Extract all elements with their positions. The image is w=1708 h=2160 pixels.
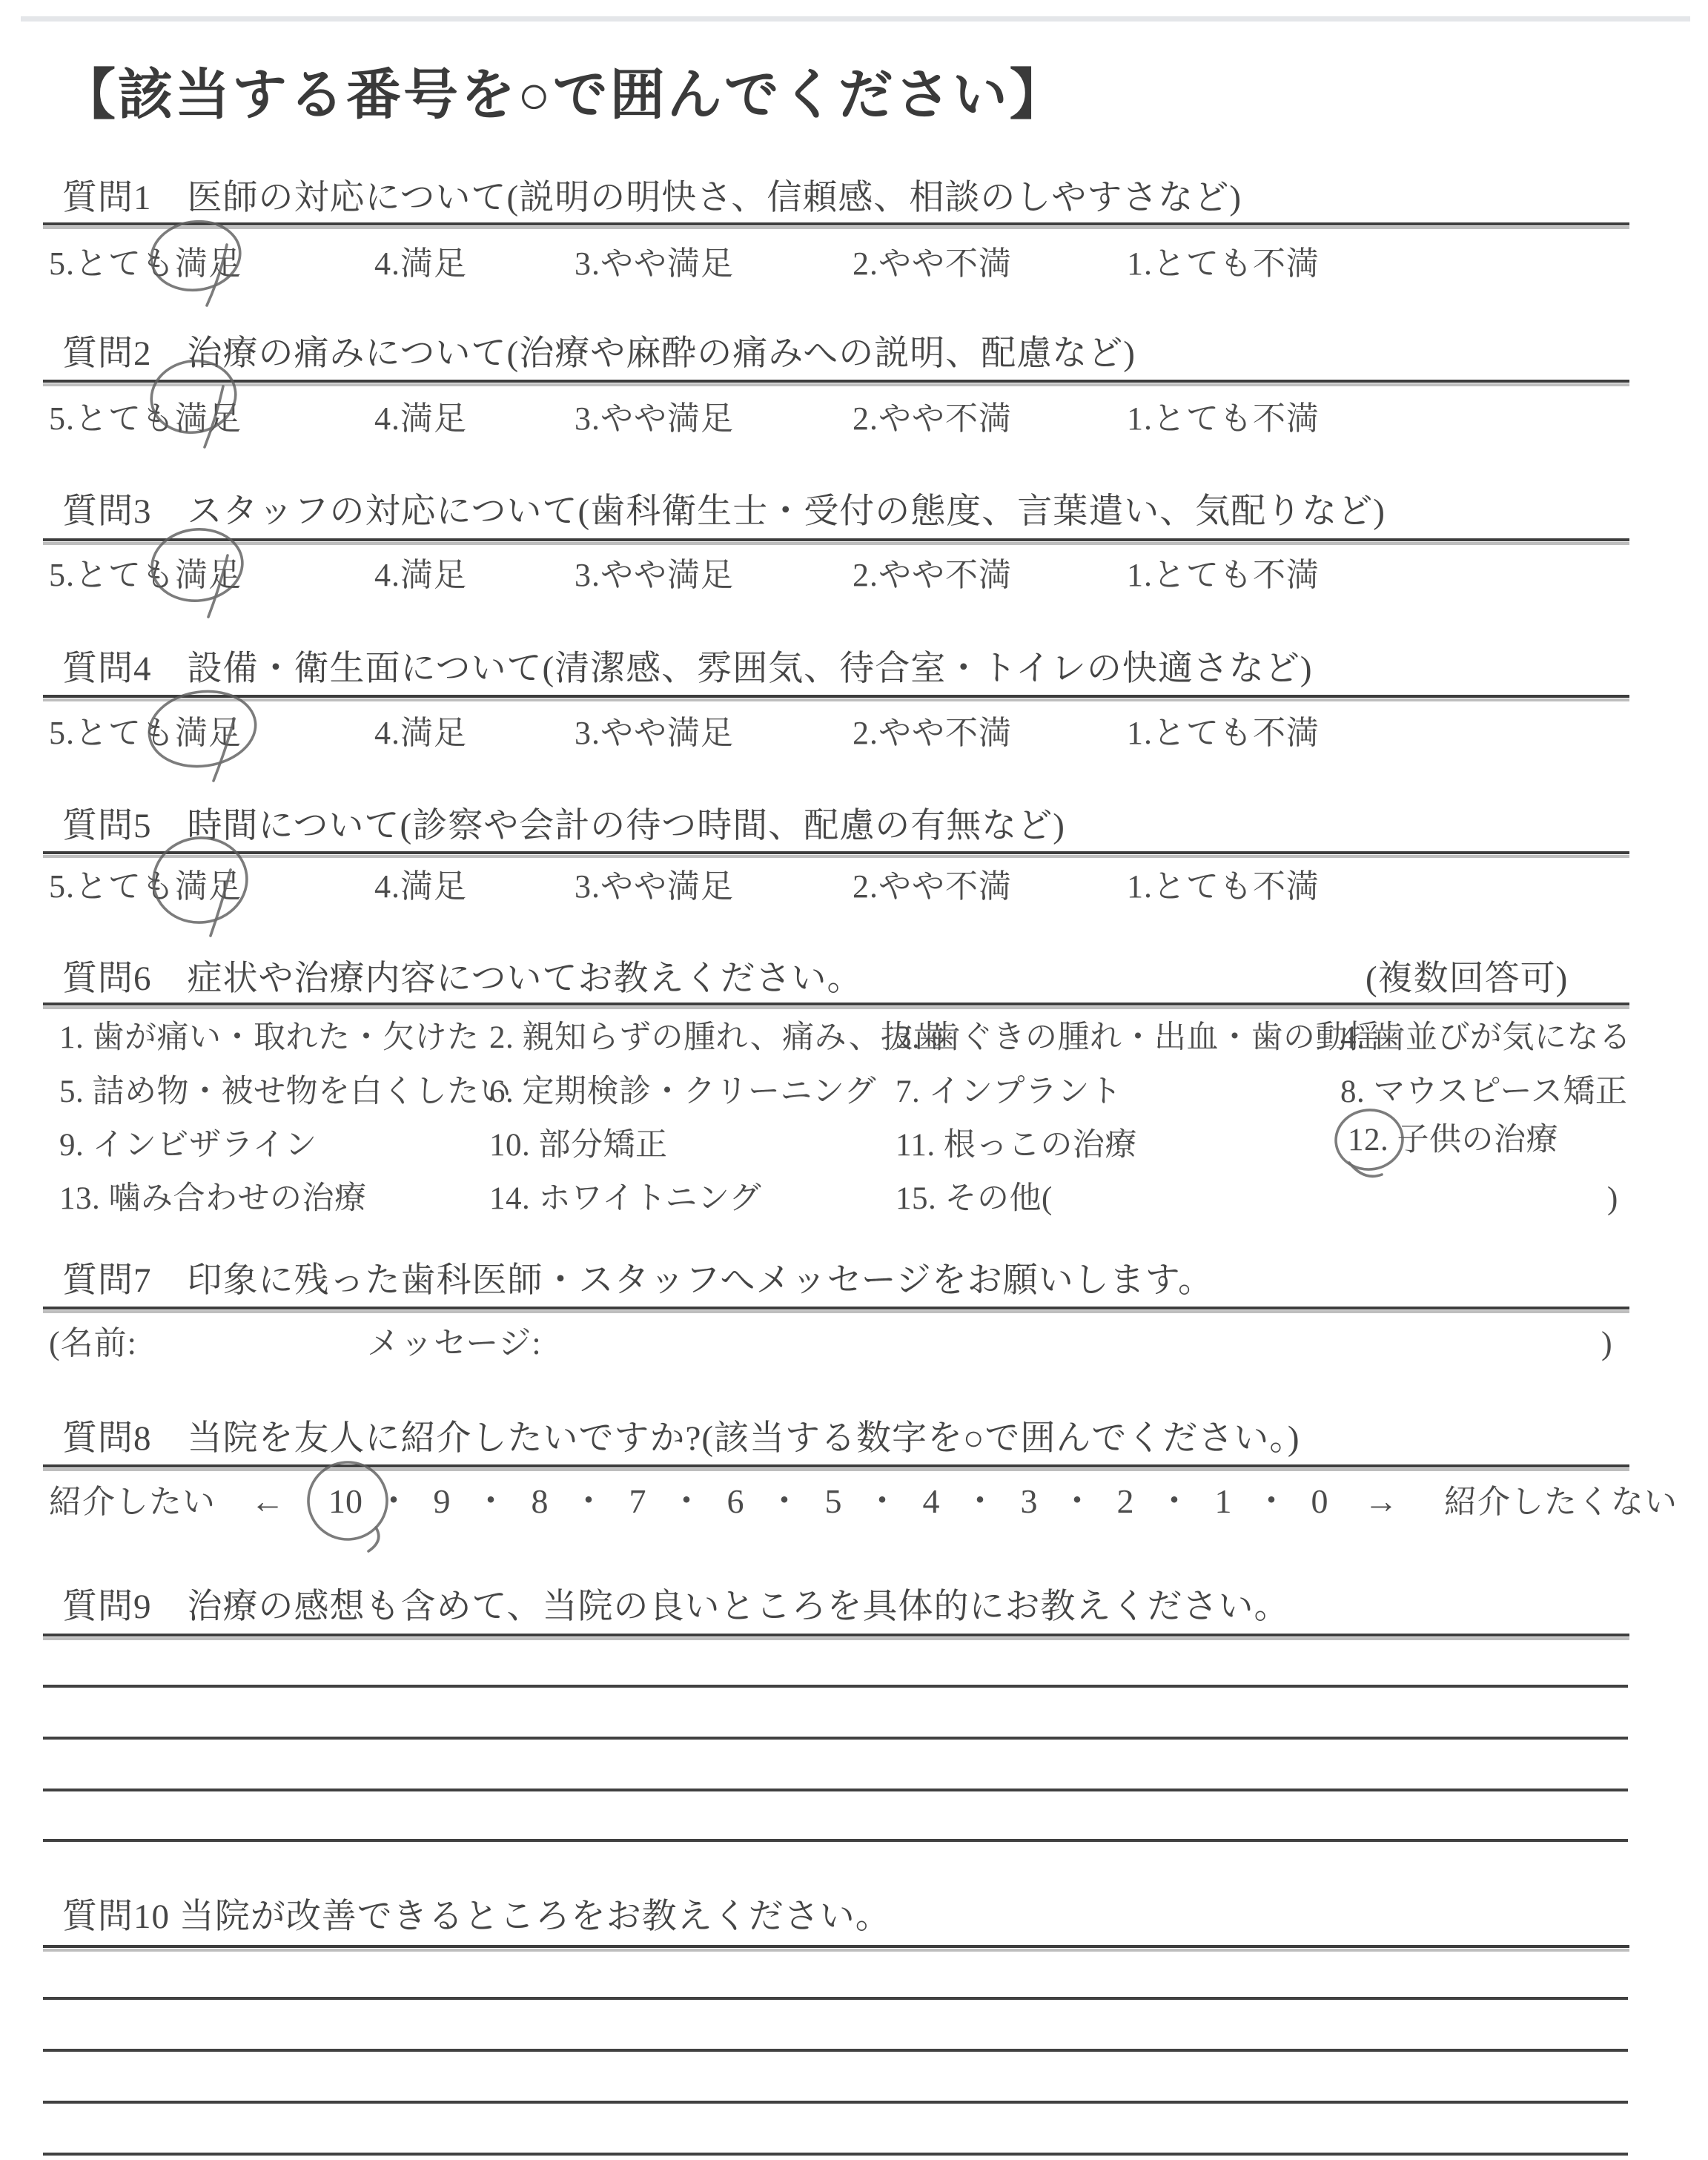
q8-dot: ・ — [1060, 1482, 1094, 1520]
q2-option-1: 1.とても不満 — [1127, 400, 1320, 437]
q8-dot: ・ — [963, 1482, 997, 1520]
q2-option-5: 5.とても満足 — [49, 400, 242, 437]
question-4-header: 質問4 設備・衛生面について(清潔感、雰囲気、待合室・トイレの快適さなど) — [62, 650, 1313, 688]
q5-option-5: 5.とても満足 — [49, 868, 242, 905]
q4-option-4: 4.満足 — [374, 715, 467, 751]
question-10-header: 質問10 当院が改善できるところをお教えください。 — [62, 1898, 891, 1936]
answer-line — [43, 2101, 1628, 2104]
separator-line — [43, 1307, 1629, 1309]
q8-dot: ・ — [1254, 1482, 1288, 1520]
q6-item-6: 6. 定期検診・クリーニング — [489, 1074, 877, 1109]
q8-number-2: 2 — [1116, 1482, 1134, 1520]
q8-dot: ・ — [474, 1482, 508, 1520]
q4-option-5: 5.とても満足 — [49, 715, 242, 751]
separator-line — [43, 851, 1629, 854]
separator-line — [43, 1945, 1629, 1948]
q4-option-2: 2.やや不満 — [853, 715, 1012, 751]
question-6-header: 質問6 症状や治療内容についてお教えください。 — [62, 960, 863, 998]
q8-dot: ・ — [1157, 1482, 1191, 1520]
q6-item-1: 1. 歯が痛い・取れた・欠けた — [59, 1020, 480, 1055]
separator-line — [43, 1003, 1629, 1005]
question-8-header: 質問8 当院を友人に紹介したいですか?(該当する数字を○で囲んでください。) — [62, 1419, 1300, 1458]
question-3-header: 質問3 スタッフの対応について(歯科衛生士・受付の態度、言葉遣い、気配りなど) — [62, 492, 1386, 531]
left-arrow-icon: ← — [251, 1482, 285, 1520]
page-title: 【該当する番号を○で囲んでください】 — [61, 65, 1067, 126]
question-2-header: 質問2 治療の痛みについて(治療や麻酔の痛みへの説明、配慮など) — [62, 334, 1136, 373]
q8-dot: ・ — [865, 1482, 899, 1520]
q5-option-1: 1.とても不満 — [1127, 868, 1320, 905]
answer-line — [43, 1789, 1628, 1791]
q3-option-3: 3.やや満足 — [575, 557, 734, 593]
separator-line — [43, 1634, 1629, 1636]
q2-option-2: 2.やや不満 — [853, 400, 1012, 437]
q8-left-label: 紹介したい — [49, 1484, 216, 1520]
separator-line — [43, 222, 1629, 225]
q8-number-6: 6 — [726, 1482, 744, 1520]
q3-option-1: 1.とても不満 — [1127, 557, 1320, 593]
q5-option-4: 4.満足 — [374, 868, 467, 905]
q5-option-2: 2.やや不満 — [853, 868, 1012, 905]
q6-item-2: 2. 親知らずの腫れ、痛み、抜歯 — [489, 1020, 946, 1055]
q8-number-5: 5 — [824, 1482, 842, 1520]
q3-option-5: 5.とても満足 — [49, 557, 242, 593]
question-6-note: (複数回答可) — [1366, 960, 1569, 998]
q7-name-label: (名前: — [49, 1325, 137, 1361]
q8-number-3: 3 — [1020, 1482, 1038, 1520]
scan-artifact-line — [21, 16, 1690, 22]
answer-line — [43, 2049, 1628, 2052]
answer-line — [43, 1997, 1628, 2000]
q6-other-close-paren: ) — [1607, 1181, 1618, 1216]
q6-item-3: 3. 歯ぐきの腫れ・出血・歯の動揺 — [896, 1020, 1380, 1055]
q6-item-13: 13. 噛み合わせの治療 — [59, 1181, 367, 1216]
q1-option-3: 3.やや満足 — [575, 245, 734, 282]
q5-option-3: 3.やや満足 — [575, 868, 734, 905]
question-5-header: 質問5 時間について(診察や会計の待つ時間、配慮の有無など) — [62, 807, 1065, 845]
separator-line — [43, 1464, 1629, 1467]
answer-line — [43, 2153, 1628, 2156]
q8-number-0: 0 — [1311, 1482, 1328, 1520]
q6-item-11: 11. 根っこの治療 — [896, 1128, 1137, 1163]
q8-dot: ・ — [572, 1482, 606, 1520]
answer-line — [43, 1737, 1628, 1740]
q6-item-8: 8. マウスピース矯正 — [1340, 1074, 1628, 1109]
q6-item-5: 5. 詰め物・被せ物を白くしたい — [59, 1074, 512, 1109]
answer-line — [43, 1685, 1628, 1688]
q6-item-7: 7. インプラント — [896, 1074, 1122, 1109]
separator-line — [43, 380, 1629, 383]
q1-option-5: 5.とても満足 — [49, 245, 242, 282]
question-7-header: 質問7 印象に残った歯科医師・スタッフへメッセージをお願いします。 — [62, 1261, 1214, 1300]
separator-line — [43, 538, 1629, 541]
question-9-header: 質問9 治療の感想も含めて、当院の良いところを具体的にお教えください。 — [62, 1588, 1290, 1626]
q6-item-12: 12. 子供の治療 — [1348, 1123, 1558, 1157]
q4-option-3: 3.やや満足 — [575, 715, 734, 751]
q1-option-4: 4.満足 — [374, 245, 467, 282]
q8-number-4: 4 — [922, 1482, 940, 1520]
q1-option-2: 2.やや不満 — [853, 245, 1012, 282]
separator-line — [43, 695, 1629, 698]
q6-item-10: 10. 部分矯正 — [489, 1128, 668, 1163]
question-1-header: 質問1 医師の対応について(説明の明快さ、信頼感、相談のしやすさなど) — [62, 179, 1242, 217]
q4-option-1: 1.とても不満 — [1127, 715, 1320, 751]
q8-number-8: 8 — [531, 1482, 549, 1520]
q6-item-15: 15. その他( — [896, 1181, 1053, 1216]
answer-line — [43, 1839, 1628, 1842]
q2-option-4: 4.満足 — [374, 400, 467, 437]
q8-number-1: 1 — [1214, 1482, 1232, 1520]
q8-dot: ・ — [767, 1482, 801, 1520]
q8-dot: ・ — [377, 1482, 411, 1520]
q7-message-label: メッセージ: — [367, 1325, 542, 1361]
right-arrow-icon: → — [1364, 1482, 1398, 1520]
q6-item-9: 9. インビザライン — [59, 1128, 317, 1163]
q8-number-9: 9 — [433, 1482, 451, 1520]
q2-option-3: 3.やや満足 — [575, 400, 734, 437]
q7-close-paren: ) — [1601, 1325, 1613, 1361]
q8-number-10: 10 — [328, 1482, 363, 1520]
q8-number-7: 7 — [629, 1482, 646, 1520]
q1-option-1: 1.とても不満 — [1127, 245, 1320, 282]
q6-item-4: 4. 歯並びが気になる — [1340, 1020, 1632, 1055]
q6-item-14: 14. ホワイトニング — [489, 1181, 762, 1216]
q8-right-label: 紹介したくない — [1444, 1484, 1678, 1520]
q8-dot: ・ — [669, 1482, 704, 1520]
q3-option-2: 2.やや不満 — [853, 557, 1012, 593]
q3-option-4: 4.満足 — [374, 557, 467, 593]
